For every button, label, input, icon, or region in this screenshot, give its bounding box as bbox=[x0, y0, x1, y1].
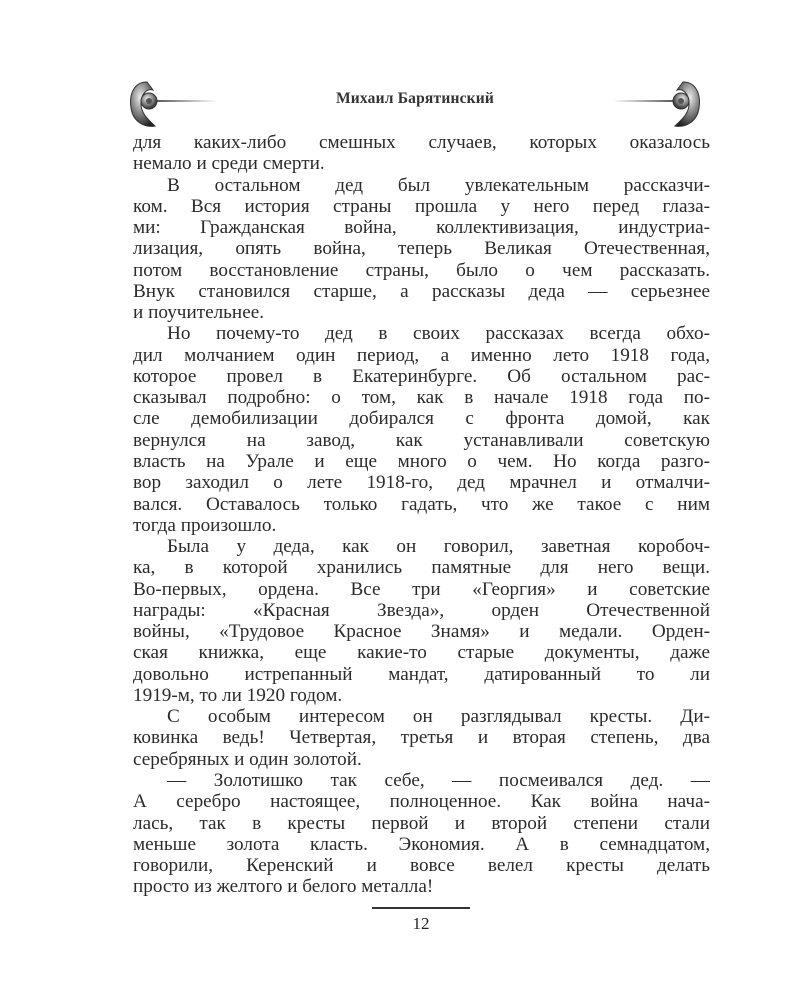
paragraph bbox=[133, 323, 710, 536]
page-number: 12 bbox=[412, 914, 430, 933]
ornament-icon bbox=[613, 76, 703, 132]
running-header bbox=[125, 70, 705, 130]
text-line: В остальном дед был увлекательным рассказчи- bbox=[167, 174, 710, 196]
text-line: ковинка ведь! Четвертая, третья и вторая степень, два bbox=[133, 727, 710, 749]
text-line: 1919-м, то ли 1920 годом. bbox=[133, 684, 343, 706]
text-line: и поучительнее. bbox=[133, 302, 265, 324]
paragraph bbox=[133, 706, 710, 770]
text-line: говорили, Керенский и вовсе велел кресты делать bbox=[133, 855, 710, 877]
body-text bbox=[133, 132, 710, 898]
text-line: сле демобилизации добирался с фронта домой, как bbox=[133, 408, 710, 430]
text-line: войны, «Трудовое Красное Знамя» и медали. Орден- bbox=[133, 621, 710, 643]
text-line: которое провел в Екатеринбурге. Об остальном рас- bbox=[133, 365, 710, 387]
author-name: Михаил Барятинский bbox=[335, 90, 495, 107]
text-line: С особым интересом он разглядывал кресты. Ди- bbox=[167, 706, 710, 728]
text-line: довольно истрепанный мандат, датированный то ли bbox=[133, 663, 710, 685]
text-line: серебряных и один золотой. bbox=[133, 748, 362, 770]
text-line: потом восстановление страны, было о чем рассказать. bbox=[133, 259, 710, 281]
text-line: для каких-либо смешных случаев, которых оказалось bbox=[133, 132, 710, 153]
text-line: Внук становился старше, а рассказы деда — серьезнее bbox=[133, 280, 710, 302]
paragraph bbox=[133, 132, 710, 175]
text-line: вор заходил о лете 1918-го, дед мрачнел и отмалчи- bbox=[133, 472, 710, 494]
text-line: дил молчанием один период, а именно лето 1918 года, bbox=[133, 344, 710, 366]
text-line: немало и среди смерти. bbox=[133, 153, 325, 175]
text-line: сказывал подробно: о том, как в начале 1918 года по- bbox=[133, 387, 710, 409]
text-line: вернулся на завод, как устанавливали советскую bbox=[133, 429, 710, 451]
text-line: Была у деда, как он говорил, заветная коробоч- bbox=[167, 536, 710, 558]
text-line: ская книжка, еще какие-то старые документы, даже bbox=[133, 642, 710, 664]
footer-rule bbox=[372, 907, 470, 909]
text-line: власть на Урале и еще много о чем. Но когда разго- bbox=[133, 450, 710, 472]
text-line: ка, в которой хранились памятные для него вещи. bbox=[133, 557, 710, 579]
paragraph bbox=[133, 536, 710, 706]
text-line: А серебро настоящее, полноценное. Как война нача- bbox=[133, 791, 710, 813]
text-line: ком. Вся история страны прошла у него перед глаза- bbox=[133, 195, 710, 217]
text-line: вался. Оставалось только гадать, что же такое с ним bbox=[133, 493, 710, 515]
text-line: лась, так в кресты первой и второй степени стали bbox=[133, 812, 710, 834]
text-line: лизация, опять война, теперь Великая Отечественная, bbox=[133, 238, 710, 260]
text-line: Во-первых, ордена. Все три «Георгия» и советские bbox=[133, 578, 710, 600]
paragraph bbox=[133, 770, 710, 898]
text-line: награды: «Красная Звезда», орден Отечественной bbox=[133, 599, 710, 621]
text-line: просто из желтого и белого металла! bbox=[133, 876, 434, 898]
text-line: Но почему-то дед в своих рассказах всегда обхо- bbox=[167, 323, 710, 345]
text-line: тогда произошло. bbox=[133, 514, 277, 536]
paragraph bbox=[133, 175, 710, 324]
text-line: ми: Гражданская война, коллективизация, индустриа- bbox=[133, 217, 710, 239]
text-line: — Золотишко так себе, — посмеивался дед. — bbox=[167, 769, 710, 791]
text-line: меньше золота класть. Экономия. А в семнадцатом, bbox=[133, 833, 710, 855]
